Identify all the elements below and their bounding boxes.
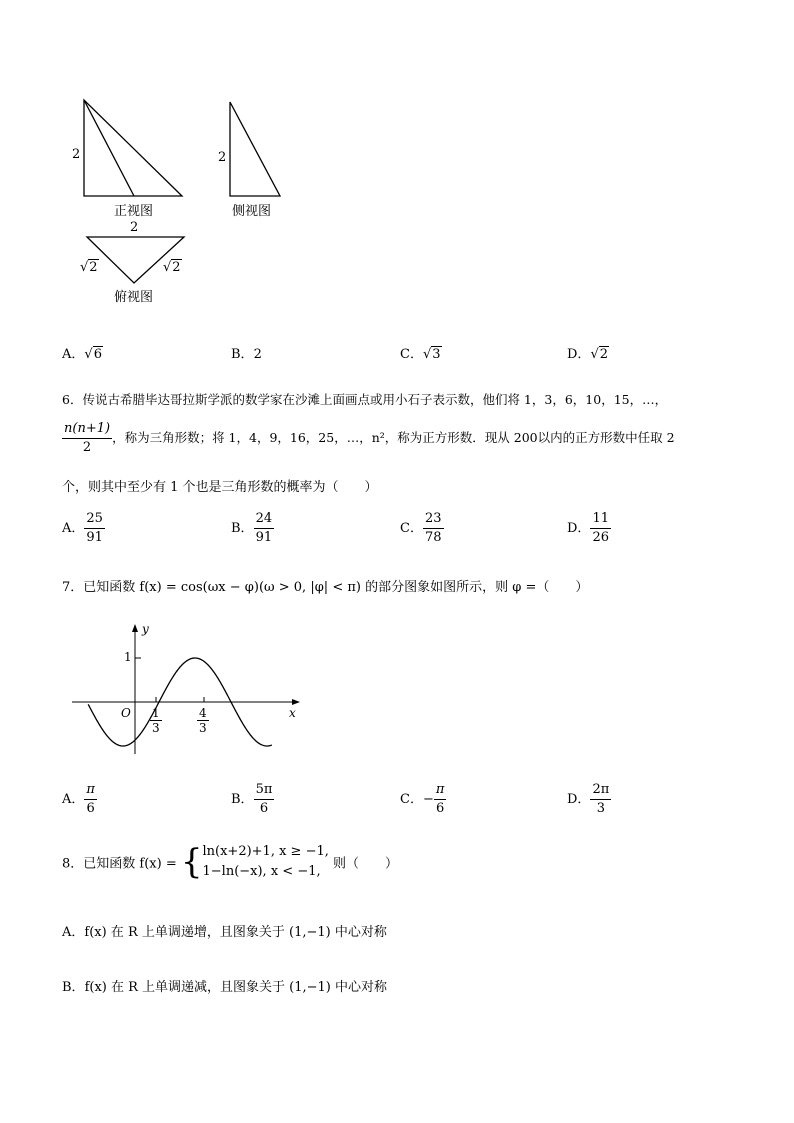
q6-triangular-formula: $\frac{n(n+1)}{2}$ bbox=[64, 421, 111, 455]
front-view-label: 正视图 bbox=[114, 204, 154, 219]
q5-option-b[interactable]: B．2 bbox=[231, 347, 262, 362]
origin-label: O bbox=[121, 706, 131, 720]
q6-option-a[interactable]: A． $\frac{25}{91}$ bbox=[62, 511, 103, 545]
q8-option-a[interactable]: A．f(x) 在 R 上单调递增，且图象关于 (1,−1) 中心对称 bbox=[62, 925, 387, 940]
side-view-label: 侧视图 bbox=[232, 204, 272, 219]
q7-stem: 7．已知函数 f(x) = cos(ωx − φ)(ω > 0, |φ| < π) 的部分图象如图所示，则 φ =（ ） bbox=[62, 580, 589, 595]
q6-line3: 个，则其中至少有 1 个也是三角形数的概率为（ ） bbox=[62, 480, 378, 495]
q5-option-c[interactable]: C．√3 bbox=[400, 347, 441, 362]
y-tick-label: 1 bbox=[124, 650, 132, 664]
q5-option-a[interactable]: A．√6 bbox=[62, 347, 102, 362]
q6-line1: 6．传说古希腊毕达哥拉斯学派的数学家在沙滩上面画点或用小石子表示数，他们将 1，3，6，10，15，…， bbox=[62, 392, 668, 407]
q8-stem: 8．已知函数 f(x) = { ln(x+2)+1, x ≥ −1, 1−ln(−x), x < −1, 则（ ） bbox=[62, 842, 399, 882]
top-left-edge-label: √2 bbox=[80, 260, 98, 275]
x-axis-label: x bbox=[289, 706, 296, 720]
piecewise-cases: ln(x+2)+1, x ≥ −1, 1−ln(−x), x < −1, bbox=[202, 844, 329, 879]
q8-option-b[interactable]: B．f(x) 在 R 上单调递减，且图象关于 (1,−1) 中心对称 bbox=[62, 980, 388, 995]
q6-option-c[interactable]: C． $\frac{23}{78}$ bbox=[400, 511, 442, 545]
top-width-label: 2 bbox=[130, 220, 139, 235]
q6-line2: $\frac{n(n+1)}{2}$ ，称为三角形数；将 1，4，9，16，25，…，n²，称为正方形数．现从 200以内的正方形数中任取 2 bbox=[64, 421, 675, 455]
top-right-edge-label: √2 bbox=[163, 260, 181, 275]
front-view-inner-edge bbox=[84, 100, 134, 196]
side-view-triangle bbox=[230, 102, 280, 196]
q7-option-a[interactable]: A． $\frac{\pi}{6}$ bbox=[62, 782, 95, 816]
front-view-triangle bbox=[84, 100, 182, 196]
q6-option-b[interactable]: B． $\frac{24}{91}$ bbox=[231, 511, 273, 545]
side-height-label: 2 bbox=[218, 150, 227, 165]
top-view-label: 俯视图 bbox=[114, 290, 154, 305]
piecewise-brace: { bbox=[180, 842, 203, 882]
cosine-graph-svg bbox=[68, 620, 308, 760]
q5-option-d[interactable]: D．√2 bbox=[567, 347, 609, 362]
x-tick-label-1-3: $\frac{1}{3}$ bbox=[152, 706, 160, 735]
front-height-label: 2 bbox=[72, 147, 81, 162]
three-view-figure bbox=[62, 92, 292, 307]
y-axis-arrow bbox=[132, 624, 138, 632]
y-axis-label: y bbox=[142, 622, 149, 636]
q7-option-c[interactable]: C．− $\frac{\pi}{6}$ bbox=[400, 782, 445, 816]
q7-option-b[interactable]: B． $\frac{5\pi}{6}$ bbox=[231, 782, 273, 816]
q7-option-d[interactable]: D． $\frac{2\pi}{3}$ bbox=[567, 782, 610, 816]
cosine-graph bbox=[68, 620, 308, 760]
x-axis-arrow bbox=[292, 699, 300, 705]
q6-option-d[interactable]: D． $\frac{11}{26}$ bbox=[567, 511, 609, 545]
x-tick-label-4-3: $\frac{4}{3}$ bbox=[199, 706, 207, 735]
